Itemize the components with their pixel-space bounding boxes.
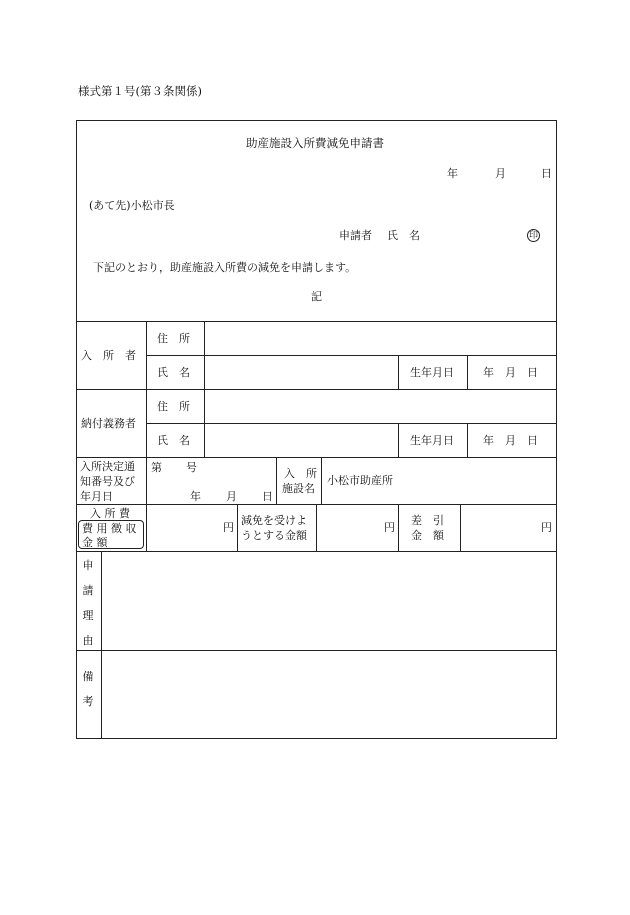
- divider: [76, 389, 557, 390]
- diff-label-line: 差 引: [411, 514, 444, 527]
- divider: [76, 551, 557, 552]
- divider: [276, 457, 277, 504]
- obligor-birth-label: 生年月日: [410, 434, 454, 447]
- date-month-label: 月: [495, 167, 506, 180]
- divider: [146, 423, 557, 424]
- applicant-label: 申請者: [339, 229, 372, 242]
- divider: [467, 355, 468, 389]
- facility-label-line: 施設名: [282, 482, 315, 495]
- body-text: 下記のとおり，助産施設入所費の減免を申請します。: [93, 261, 357, 274]
- decision-go: 号: [186, 461, 197, 474]
- fee-yen: 円: [223, 521, 234, 534]
- decision-year: 年: [190, 490, 201, 503]
- diff-label-line: 金 額: [411, 529, 444, 542]
- reduction-label-line: うとする金額: [241, 529, 307, 542]
- resident-name-label: 氏 名: [157, 366, 190, 379]
- diff-yen: 円: [541, 521, 552, 534]
- decision-day: 日: [262, 490, 273, 503]
- reason-label: 申 請 理 由: [82, 559, 94, 647]
- divider: [101, 551, 102, 739]
- divider: [321, 457, 322, 504]
- decision-label-line: 年月日: [80, 490, 113, 503]
- form-number: 様式第１号(第３条関係): [78, 84, 202, 98]
- decision-month: 月: [226, 490, 237, 503]
- obligor-label: 納付義務者: [81, 417, 136, 430]
- reduction-label-line: 減免を受けよ: [241, 514, 307, 527]
- divider: [398, 423, 399, 457]
- date-year-label: 年: [447, 167, 458, 180]
- divider: [76, 321, 557, 322]
- remarks-label: 備 考: [82, 670, 94, 708]
- reduction-yen: 円: [384, 521, 395, 534]
- resident-birth-date: 年 月 日: [483, 366, 538, 379]
- facility-name: 小松市助産所: [327, 474, 393, 487]
- fee-label-line: 金 額: [82, 536, 108, 549]
- date-day-label: 日: [541, 167, 552, 180]
- divider: [237, 504, 238, 551]
- form-frame: [76, 120, 557, 739]
- decision-dai: 第: [151, 461, 162, 474]
- resident-address-label: 住 所: [157, 332, 190, 345]
- obligor-name-label: 氏 名: [157, 434, 190, 447]
- applicant-name-label: 氏 名: [387, 229, 420, 242]
- seal-mark: 印: [528, 231, 538, 241]
- facility-label-line: 入 所: [284, 467, 317, 480]
- fee-label-line: 費 用 徴 収: [82, 522, 137, 535]
- obligor-birth-date: 年 月 日: [483, 434, 538, 447]
- divider: [316, 504, 317, 551]
- fee-label-line: 入 所 費: [90, 507, 130, 520]
- addressee: (あて先)小松市長: [89, 199, 175, 212]
- obligor-address-label: 住 所: [157, 400, 190, 413]
- divider: [146, 457, 147, 504]
- decision-label-line: 入所決定通: [80, 460, 135, 473]
- divider: [76, 457, 557, 458]
- divider: [460, 504, 461, 551]
- divider: [146, 504, 147, 551]
- form-title: 助産施設入所費減免申請書: [246, 136, 384, 150]
- divider: [204, 321, 205, 457]
- resident-birth-label: 生年月日: [410, 366, 454, 379]
- divider: [146, 355, 557, 356]
- ki-label: 記: [311, 290, 322, 303]
- divider: [467, 423, 468, 457]
- divider: [398, 355, 399, 389]
- divider: [398, 504, 399, 551]
- decision-label-line: 知番号及び: [80, 475, 135, 488]
- divider: [76, 650, 557, 651]
- divider: [146, 321, 147, 457]
- resident-label: 入 所 者: [81, 349, 136, 362]
